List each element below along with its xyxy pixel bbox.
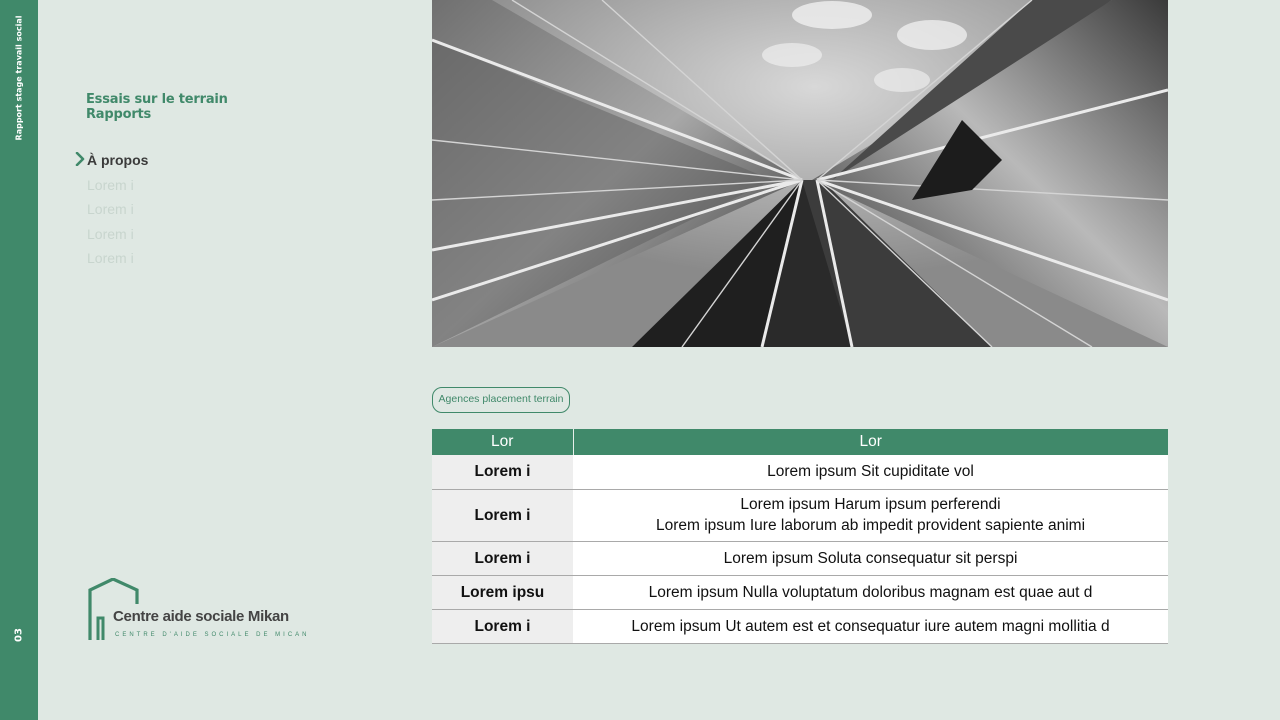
- table-row: [432, 455, 1168, 489]
- table-row: [432, 609, 1168, 643]
- chevron-right-icon: [75, 152, 85, 166]
- table-row-value-line: Lorem ipsum Iure laborum ab impedit provident sapiente animi: [655, 517, 1086, 534]
- table-header-cell: Lor: [432, 429, 573, 455]
- table-row-value-line: Lorem ipsum Harum ipsum perferendi: [740, 496, 1001, 513]
- table-row: [432, 575, 1168, 609]
- table-header-row: [432, 429, 1168, 455]
- page-number: 03: [13, 628, 25, 642]
- heading-line-1: Essais sur le terrain: [86, 92, 228, 107]
- table-header-cell: Lor: [573, 429, 1168, 455]
- table-row-key: Lorem i: [432, 489, 573, 541]
- table-row-value-line: Lorem ipsum Ut autem est et consequatur iure autem magni mollitia d: [631, 617, 1110, 635]
- nav-item-5[interactable]: [75, 248, 148, 273]
- side-strip: [0, 0, 38, 720]
- table-row-key: Lorem i: [432, 455, 573, 489]
- table-row-value: [573, 489, 1168, 541]
- table-row-value: [573, 541, 1168, 575]
- vertical-title: Rapport stage travail social: [14, 15, 24, 141]
- table-row-value: [573, 609, 1168, 643]
- table-row-key: Lorem i: [432, 609, 573, 643]
- table-row-key: Lorem i: [432, 541, 573, 575]
- section-nav: [75, 150, 148, 273]
- building-facade-photo: [432, 0, 1168, 347]
- nav-item-label: Lorem i: [87, 176, 134, 193]
- table-row: [432, 489, 1168, 541]
- nav-item-3[interactable]: [75, 199, 148, 224]
- info-table: [432, 429, 1168, 644]
- nav-item-label: Lorem i: [87, 250, 134, 266]
- table-row-value: [573, 575, 1168, 609]
- table-row-value-line: Lorem ipsum Soluta consequatur sit perspi: [723, 549, 1018, 567]
- table-row-key: Lorem ipsu: [432, 575, 573, 609]
- nav-item-label: Lorem i: [87, 225, 134, 242]
- logo-name: Centre aide sociale Mikan: [113, 608, 289, 625]
- table-row-value-line: Lorem ipsum Nulla voluptatum doloribus magnam est quae aut d: [648, 583, 1093, 601]
- building-facade-image: [432, 0, 1168, 347]
- heading-line-2: Rapports: [86, 107, 152, 122]
- agencies-badge[interactable]: Agences placement terrain: [432, 387, 570, 413]
- nav-item-2[interactable]: [75, 175, 148, 200]
- section-heading: [86, 92, 228, 122]
- nav-item-a-propos[interactable]: [75, 150, 148, 175]
- table-row-value-line: Lorem ipsum Sit cupiditate vol: [767, 463, 974, 481]
- company-logo: [86, 578, 326, 644]
- nav-item-4[interactable]: [75, 224, 148, 249]
- table-row: [432, 541, 1168, 575]
- nav-item-label: Lorem i: [87, 201, 134, 217]
- nav-item-label: À propos: [87, 152, 149, 168]
- logo-tagline: CENTRE D'AIDE SOCIALE DE MICAN: [115, 632, 310, 638]
- table-row-value: [573, 455, 1168, 489]
